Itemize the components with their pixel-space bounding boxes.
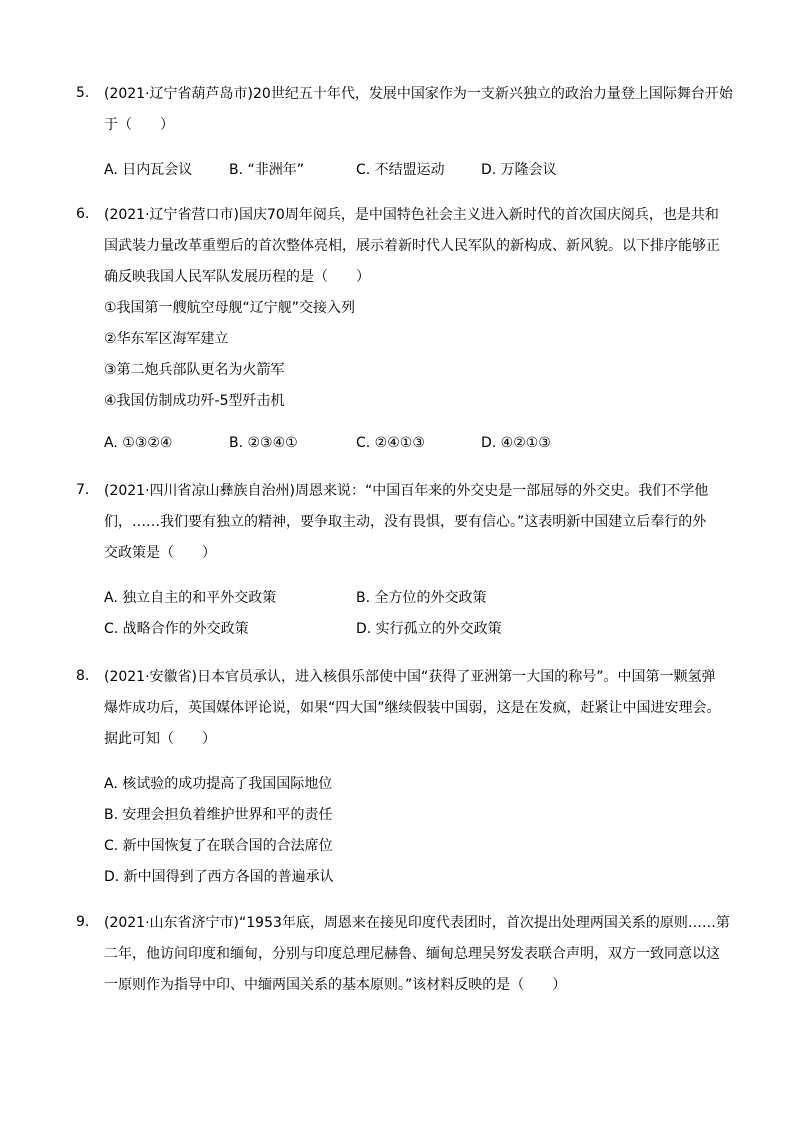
question-number: 9. — [76, 914, 90, 930]
question-9 — [76, 910, 730, 1010]
question-5 — [76, 81, 733, 181]
stem-line: (2021·辽宁省营口市)国庆70周年阅兵，是中国特色社会主义进入新时代的首次国庆阅兵，也是共和 — [104, 207, 719, 223]
question-stem — [104, 200, 726, 417]
question-number: 5. — [76, 85, 90, 101]
option-b: B. ②③④① — [229, 435, 298, 451]
options-row — [104, 435, 726, 455]
option-b: B. “非洲年” — [229, 162, 305, 178]
question-8 — [76, 664, 726, 884]
option-a: A. 日内瓦会议 — [104, 162, 193, 178]
question-number: 7. — [76, 482, 90, 498]
question-stem — [104, 476, 726, 569]
option-b: B. 全方位的外交政策 — [356, 590, 487, 606]
question-stem — [104, 662, 726, 755]
stem-line: 一原则作为指导中印、中缅两国关系的基本原则。”该材料反映的是（ ） — [104, 977, 567, 993]
option-c: C. ②④①③ — [356, 435, 425, 451]
stem-line: (2021·辽宁省葫芦岛市)20世纪五十年代，发展中国家作为一支新兴独立的政治力量登上国际舞台开始 — [104, 86, 733, 102]
option-d: D. ④②①③ — [481, 435, 551, 451]
option-d: D. 新中国得到了西方各国的普遍承认 — [104, 869, 334, 885]
stem-line: 爆炸成功后，英国媒体评论说，如果“四大国”继续假装中国弱，这是在发疯，赶紧让中国进安理会。 — [104, 700, 721, 716]
option-c: C. 新中国恢复了在联合国的合法席位 — [104, 838, 333, 854]
question-stem — [104, 79, 733, 141]
question-6 — [76, 202, 726, 462]
stem-item: ③第二炮兵部队更名为火箭军 — [104, 362, 285, 378]
option-a: A. ①③②④ — [104, 435, 173, 451]
options-row — [104, 587, 726, 607]
stem-line: 国武装力量改革重塑后的首次整体亮相，展示着新时代人民军队的新构成、新风貌。以下排序能够正 — [104, 238, 720, 254]
question-number: 8. — [76, 668, 90, 684]
options-row — [104, 618, 726, 638]
stem-line: 们，……我们要有独立的精神，要争取主动，没有畏惧，要有信心。”这表明新中国建立后奉行的外 — [104, 514, 707, 530]
option-d: D. 实行孤立的外交政策 — [356, 621, 502, 637]
option-a: A. 独立自主的和平外交政策 — [104, 590, 277, 606]
question-number: 6. — [76, 206, 90, 222]
stem-line: 二年，他访问印度和缅甸，分别与印度总理尼赫鲁、缅甸总理吴努发表联合声明，双方一致同意以这 — [104, 946, 720, 962]
stem-line: 交政策是（ ） — [104, 545, 216, 561]
options-row — [104, 159, 726, 179]
option-b: B. 安理会担负着维护世界和平的责任 — [104, 807, 333, 823]
stem-line: 于（ ） — [104, 117, 174, 133]
option-c: C. 不结盟运动 — [356, 162, 445, 178]
option-d: D. 万隆会议 — [481, 162, 557, 178]
stem-line: 确反映我国人民军队发展历程的是（ ） — [104, 269, 370, 285]
stem-line: (2021·安徽省)日本官员承认，进入核俱乐部使中国“获得了亚洲第一大国的称号”。中国第一颗氢弹 — [104, 669, 716, 685]
question-7 — [76, 478, 726, 638]
stem-line: 据此可知（ ） — [104, 731, 216, 747]
stem-item: ②华东军区海军建立 — [104, 331, 229, 347]
stem-line: (2021·四川省凉山彝族自治州)周恩来说：“中国百年来的外交史是一部屈辱的外交史。我们不学他 — [104, 483, 709, 499]
stem-item: ①我国第一艘航空母舰“辽宁舰”交接入列 — [104, 300, 356, 316]
option-c: C. 战略合作的外交政策 — [104, 621, 249, 637]
stem-line: (2021·山东省济宁市)“1953年底，周恩来在接见印度代表团时，首次提出处理两国关系的原则……第 — [104, 915, 730, 931]
option-a: A. 核试验的成功提高了我国国际地位 — [104, 776, 333, 792]
question-stem — [104, 908, 730, 1001]
stem-item: ④我国仿制成功歼-5型歼击机 — [104, 393, 285, 409]
